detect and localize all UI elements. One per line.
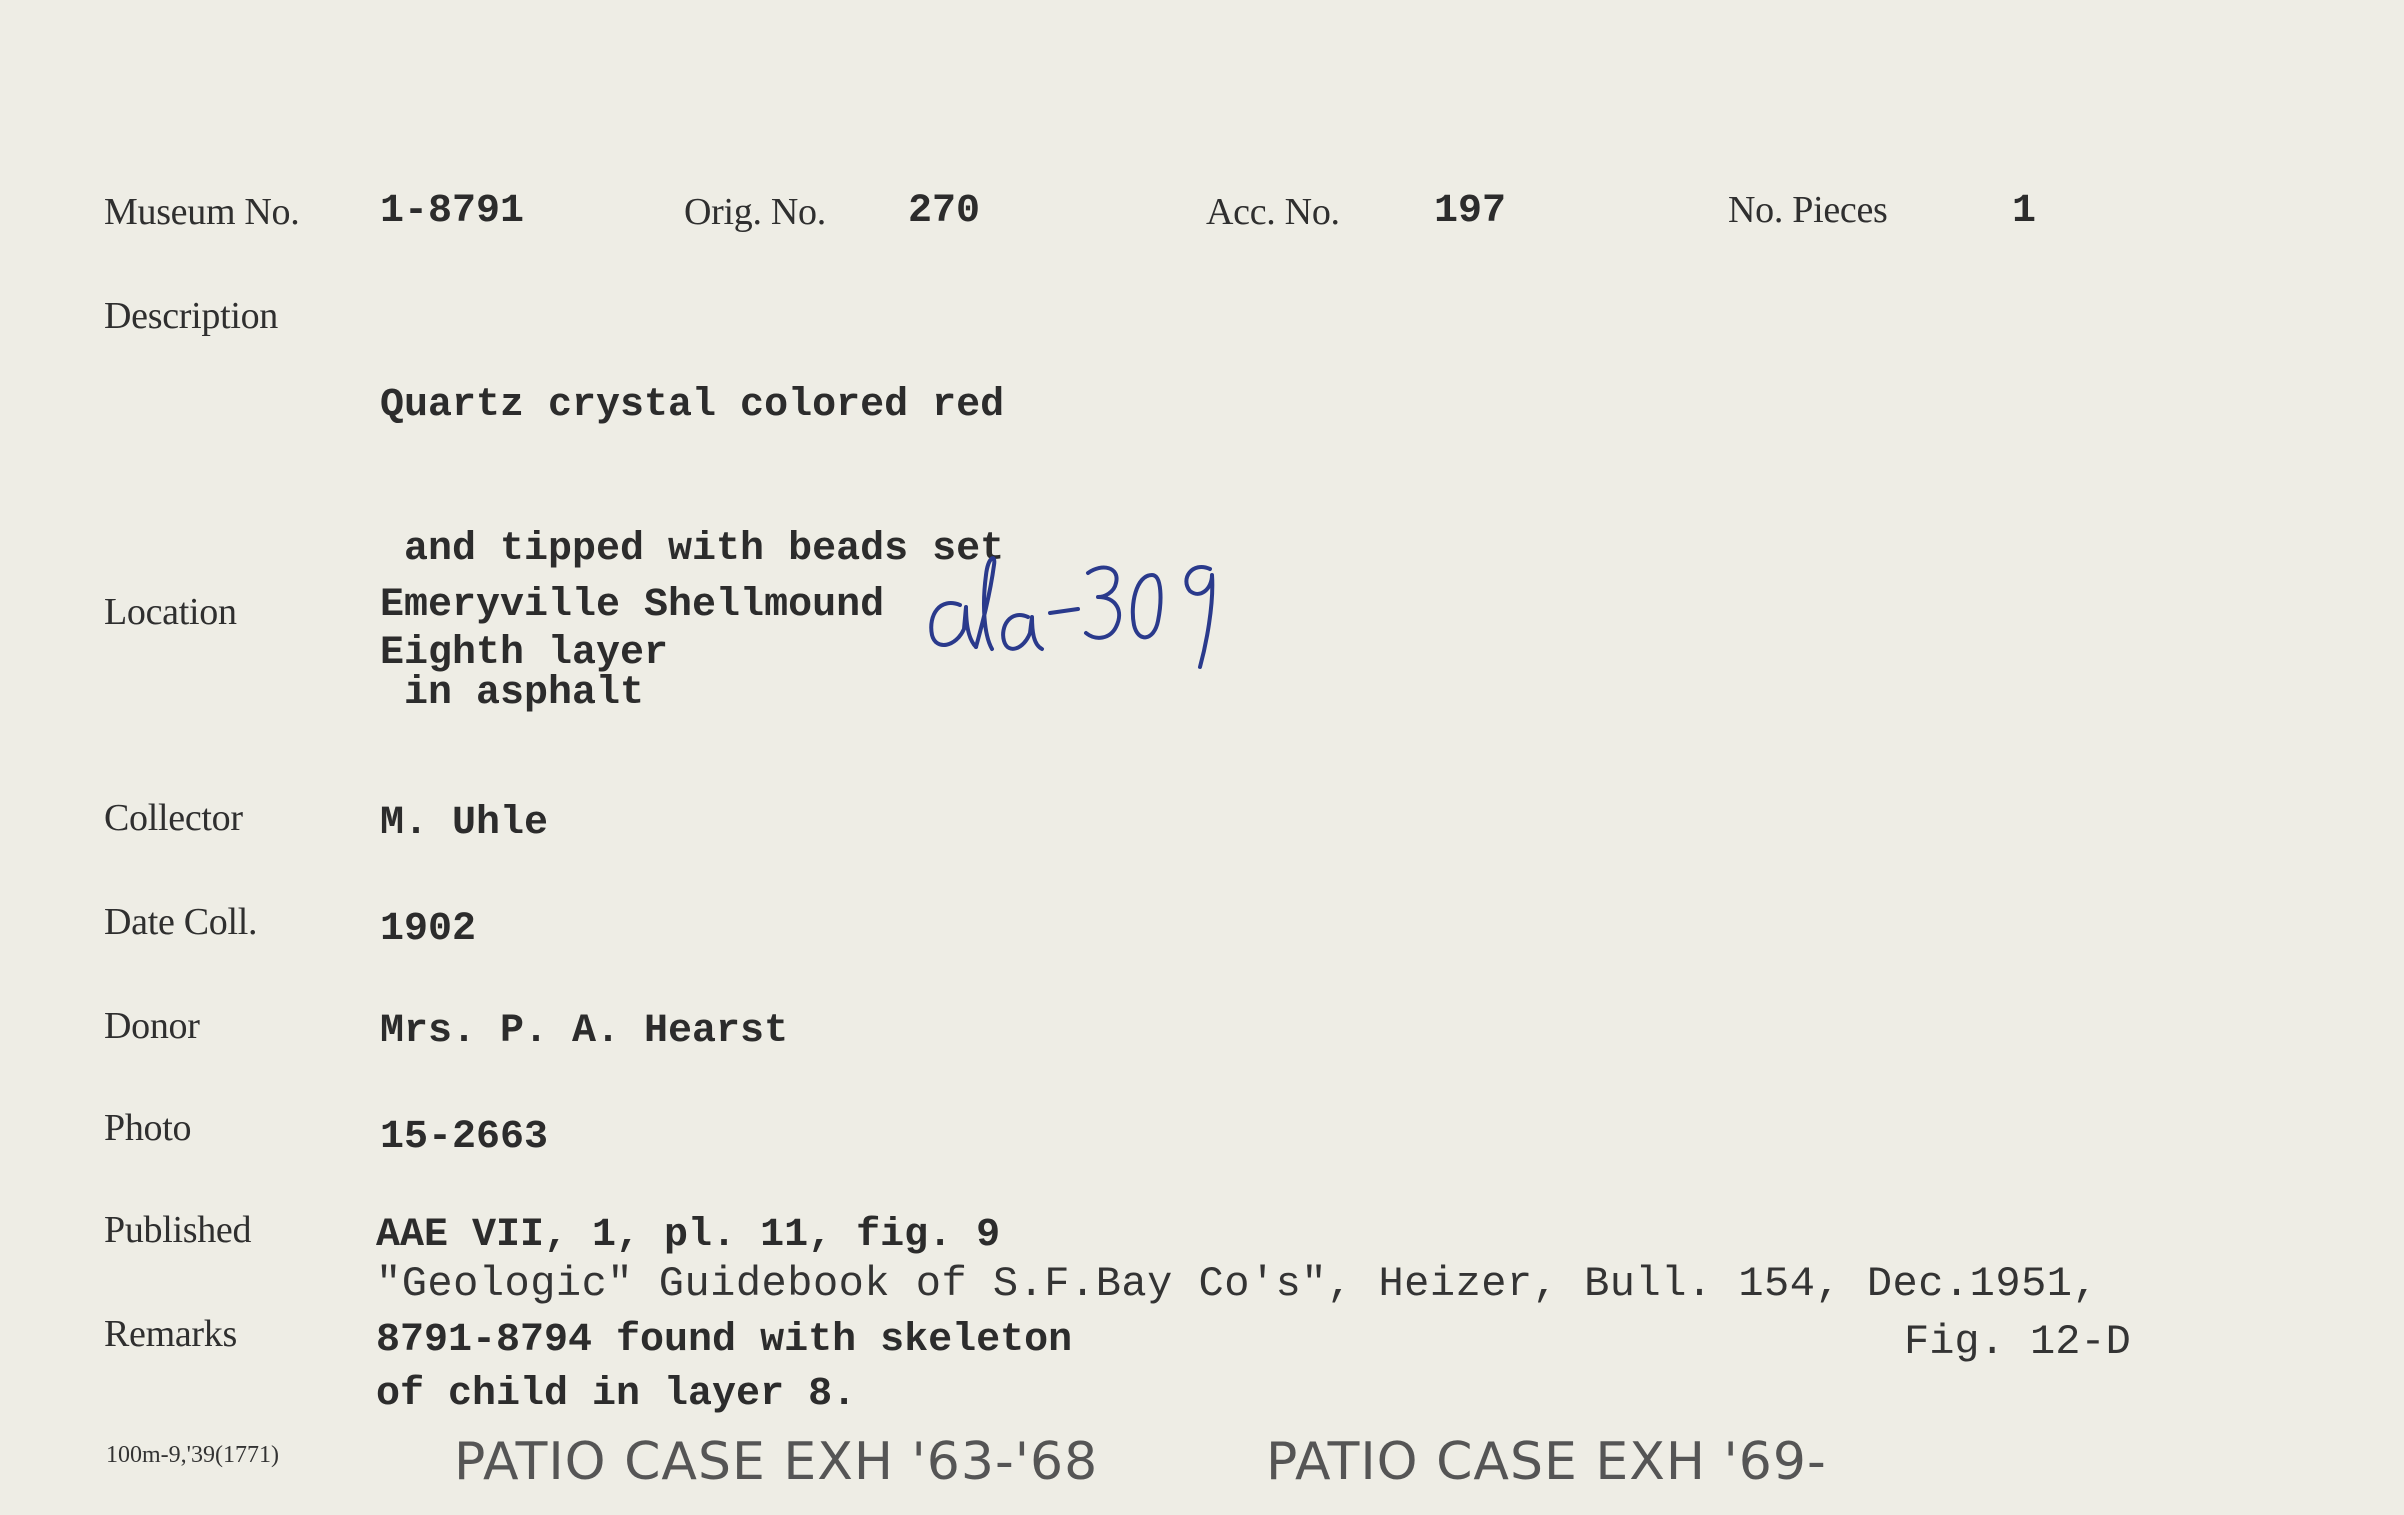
donor-label: Donor [104, 1005, 200, 1047]
acc-no-value: 197 [1434, 189, 1507, 234]
location-label: Location [104, 591, 237, 633]
published-value: AAE VII, 1, pl. 11, fig. 9 [376, 1213, 1001, 1258]
handwritten-site-number [920, 535, 1260, 680]
date-coll-value: 1902 [380, 907, 477, 952]
exhibit-stamp-1969: PATIO CASE EXH '69- [1266, 1432, 1827, 1492]
acc-no-label: Acc. No. [1206, 191, 1340, 233]
pieces-value: 1 [2012, 189, 2037, 234]
location-value [380, 582, 884, 678]
date-coll-label: Date Coll. [104, 901, 258, 943]
description-value [380, 286, 1004, 814]
remarks-value [376, 1314, 1072, 1422]
orig-no-label: Orig. No. [684, 191, 826, 233]
description-line: in asphalt [380, 671, 645, 716]
location-line: Eighth layer [380, 631, 669, 676]
orig-no-value: 270 [908, 189, 981, 234]
collector-label: Collector [104, 797, 243, 839]
museum-no-label: Museum No. [104, 191, 300, 233]
published-label: Published [104, 1209, 252, 1251]
location-line: Emeryville Shellmound [380, 583, 885, 628]
exhibit-stamp-1963: PATIO CASE EXH '63-'68 [454, 1432, 1099, 1492]
remarks-line: of child in layer 8. [376, 1372, 857, 1417]
photo-label: Photo [104, 1107, 192, 1149]
pieces-label: No. Pieces [1728, 189, 1888, 231]
photo-value: 15-2663 [380, 1115, 549, 1160]
donor-value: Mrs. P. A. Hearst [380, 1009, 789, 1054]
description-label: Description [104, 295, 278, 337]
handwritten-ala-309 [920, 535, 1260, 675]
form-code: 100m-9,'39(1771) [106, 1442, 279, 1468]
published-guidebook: "Geologic" Guidebook of S.F.Bay Co's", Heizer, Bull. 154, Dec.1951, [376, 1260, 2099, 1308]
description-line: and tipped with beads set [380, 527, 1005, 572]
museum-no-value: 1-8791 [380, 189, 525, 234]
description-line: Quartz crystal colored red [380, 383, 1005, 428]
collector-value: M. Uhle [380, 801, 549, 846]
remarks-label: Remarks [104, 1313, 237, 1355]
published-figure: Fig. 12-D [1904, 1318, 2131, 1366]
remarks-line: 8791-8794 found with skeleton [376, 1318, 1073, 1363]
